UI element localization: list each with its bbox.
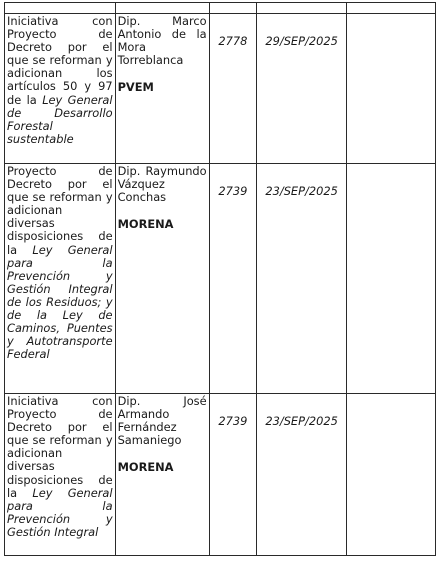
notes-cell: [347, 164, 436, 394]
proponent-cell: [115, 14, 209, 164]
table-row: [5, 164, 436, 394]
table-cell: [5, 3, 116, 14]
notes-cell: [347, 14, 436, 164]
law-name: Ley General para la Prevención y Gestión Integral de los Residuos; y de la Ley de Caminos, Puentes y Autotransporte Federal: [7, 242, 113, 362]
initiatives-table: [4, 2, 436, 556]
law-name: Ley General para la Prevención y Gestión Integral: [7, 485, 113, 539]
initiative-description: [5, 14, 116, 164]
initiative-description: [5, 164, 116, 394]
initiative-number: 2778: [218, 34, 248, 48]
date-cell: [257, 14, 347, 164]
table-row: [5, 14, 436, 164]
date-cell: [257, 394, 347, 556]
proponent-name: Dip. Marco Antonio de la Mora Torreblanca: [117, 14, 207, 68]
proponent-name: Dip. José Armando Fernández Samaniego: [117, 394, 207, 448]
table-cell: [115, 3, 209, 14]
initiative-date: 23/SEP/2025: [265, 184, 338, 198]
party-label: PVEM: [117, 80, 154, 95]
initiative-date: 29/SEP/2025: [265, 34, 338, 48]
number-cell: [209, 394, 257, 556]
initiative-date: 23/SEP/2025: [265, 414, 338, 428]
initiative-number: 2739: [218, 184, 248, 198]
law-name: Ley General de Desarrollo Forestal sustentable: [7, 92, 113, 146]
number-cell: [209, 14, 257, 164]
initiative-description: [5, 394, 116, 556]
table-row: [5, 394, 436, 556]
proponent-cell: [115, 164, 209, 394]
proponent-cell: [115, 394, 209, 556]
table-cell: [257, 3, 347, 14]
party-label: MORENA: [117, 217, 174, 232]
table-top-strip: [5, 3, 436, 14]
date-cell: [257, 164, 347, 394]
description-text: Iniciativa con Proyecto de Decreto por el que se reforman y adicionan los artículos 50 y 97 de la: [7, 14, 113, 107]
party-label: MORENA: [117, 460, 174, 475]
table-cell: [347, 3, 436, 14]
initiative-number: 2739: [218, 414, 248, 428]
description-text: Proyecto de Decreto por el que se reforman y adicionan diversas disposiciones de la: [7, 164, 113, 257]
proponent-name: Dip. Raymundo Vázquez Conchas: [117, 164, 207, 205]
notes-cell: [347, 394, 436, 556]
number-cell: [209, 164, 257, 394]
description-text: Iniciativa con Proyecto de Decreto por el que se reforman y adicionan diversas disposiciones de la: [7, 394, 113, 500]
table-cell: [209, 3, 257, 14]
